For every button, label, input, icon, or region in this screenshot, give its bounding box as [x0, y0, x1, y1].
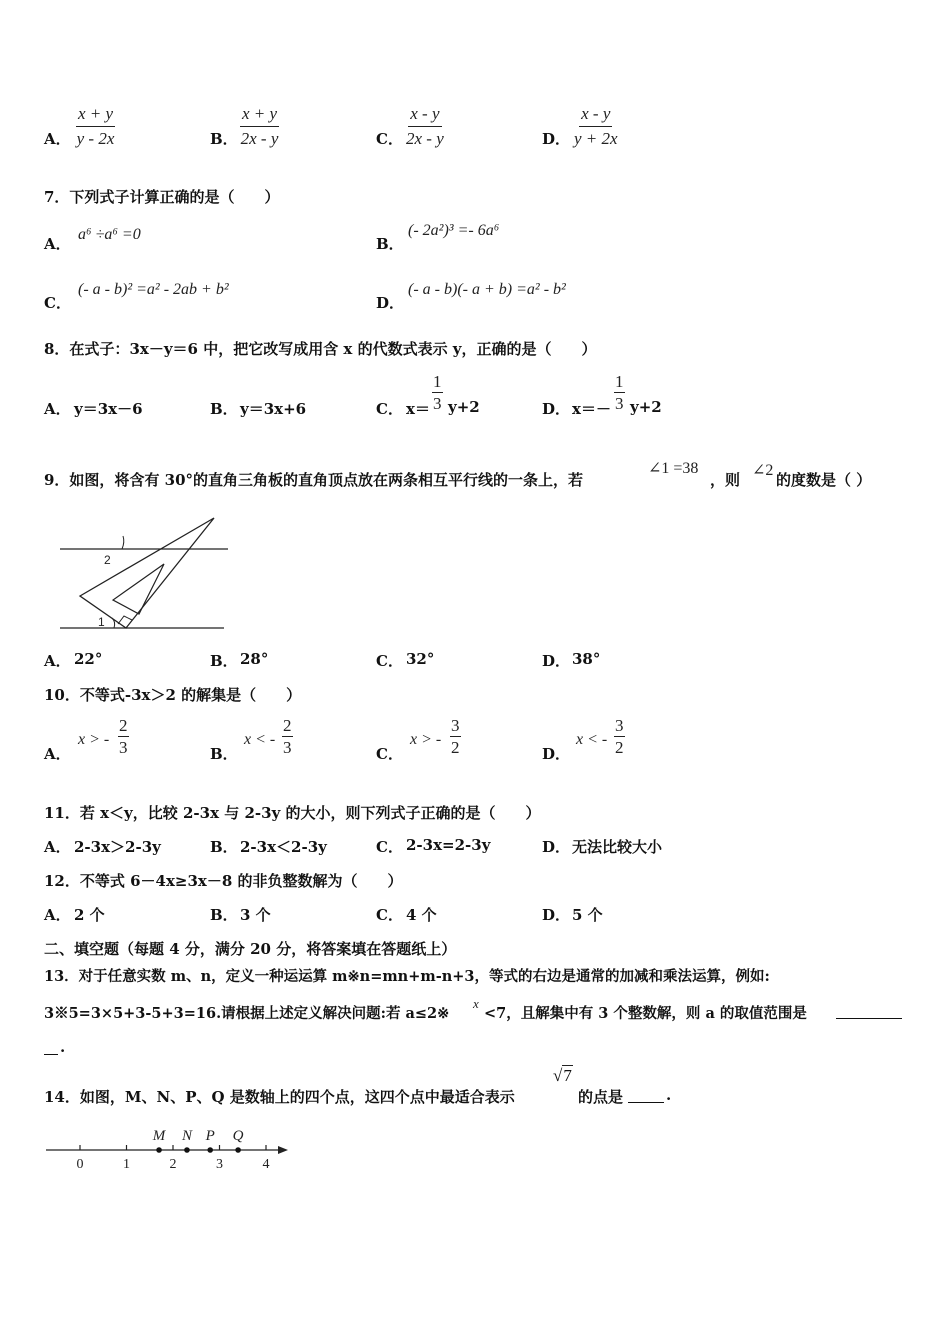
number-line-tick-label: 0 [76, 1157, 84, 1172]
fraction-numerator: x + y [76, 104, 115, 127]
number-line-tick-label: 2 [169, 1157, 177, 1172]
q10-option-c-pre: x > - [410, 731, 442, 748]
q8-option-d-pre: x＝－ [572, 400, 611, 418]
q8-option-c-pre: x＝ [406, 400, 430, 418]
fraction-denominator: 2x - y [240, 129, 279, 148]
q12-option-d-text: 5 个 [572, 906, 603, 924]
q6-option-b-fraction [240, 104, 279, 149]
q7-option-d-label: D． [376, 294, 405, 312]
section-2-heading: 二、填空题（每题 4 分，满分 20 分，将答案填在答题纸上） [44, 940, 457, 958]
q14-sqrt [553, 1066, 573, 1086]
q12-option-a-label: A． [44, 906, 71, 924]
number-line-arrow-icon [278, 1146, 288, 1154]
q11-option-d-text: 无法比较大小 [572, 838, 663, 856]
q10-option-b-pre: x < - [244, 731, 276, 748]
q13-line2-part1: 3※5=3×5+3-5+3=16.请根据上述定义解决问题:若 a≤2※ [44, 1005, 450, 1022]
q7-option-c-expr: (- a - b)² =a² - 2ab + b² [78, 281, 229, 298]
q7-option-b-label: B． [376, 235, 404, 253]
q8-option-d-post: y+2 [630, 398, 662, 416]
q14-end-period: . [666, 1086, 672, 1104]
q11-stem: 11．若 x＜y，比较 2-3x 与 2-3y 的大小，则下列式子正确的是（ ） [44, 804, 541, 822]
q7-option-c-label: C． [44, 294, 71, 312]
q12-option-c-label: C． [376, 906, 403, 924]
fraction-denominator: 2 [615, 738, 624, 757]
q9-figure [56, 512, 236, 636]
q8-option-c-post: y+2 [448, 398, 480, 416]
fraction-denominator: 2 [451, 738, 460, 757]
number-line-point-label: M [152, 1128, 166, 1144]
q14-answer-blank[interactable] [628, 1102, 664, 1103]
q9-stem-part3: 的度数是（ ） [776, 471, 872, 489]
number-line-tick-label: 1 [123, 1157, 130, 1172]
q11-option-c-label: C． [376, 838, 403, 856]
q13-line1: 13．对于任意实数 m、n，定义一种运运算 m※n=mn+m-n+3，等式的右边是通常的加减和乘法运算，例如: [44, 968, 770, 985]
q10-stem: 10．不等式-3x＞2 的解集是（ ） [44, 686, 302, 704]
q10-option-d-label: D． [542, 745, 571, 763]
q12-option-b-label: B． [210, 906, 238, 924]
number-line-point-p [207, 1147, 213, 1153]
q14-stem-part1: 14．如图，M、N、P、Q 是数轴上的四个点，这四个点中最适合表示 [44, 1088, 515, 1106]
q12-option-c-text: 4 个 [406, 906, 437, 924]
figure-label-2: 2 [104, 553, 111, 567]
q6-option-c-fraction [406, 104, 444, 149]
q10-option-c-label: C． [376, 745, 403, 763]
q12-option-a-text: 2 个 [74, 906, 105, 924]
q13-answer-blank[interactable] [836, 1018, 902, 1019]
q13-end-period: . [60, 1038, 66, 1056]
q7-option-b-expr: (- 2a²)³ =- 6a⁶ [408, 222, 500, 239]
q11-option-b-text: 2-3x＜2-3y [240, 838, 327, 856]
q11-option-c-text: 2-3x=2-3y [406, 836, 491, 854]
number-line-point-label: N [181, 1128, 192, 1144]
number-line-point-m [156, 1147, 162, 1153]
fraction-denominator: 3 [119, 738, 128, 757]
fraction-numerator: x - y [408, 104, 441, 127]
fraction-numerator: 2 [119, 716, 128, 735]
q6-option-c-label: C． [376, 130, 403, 148]
q6-option-d-fraction [574, 104, 618, 149]
q10-option-c-fraction [450, 716, 461, 757]
q12-option-b-text: 3 个 [240, 906, 271, 924]
sqrt-radical-icon: √ [553, 1066, 563, 1085]
q9-angle2: ∠2 [752, 462, 774, 479]
fraction-denominator: 3 [615, 394, 624, 413]
fraction-denominator: 3 [433, 394, 442, 413]
q7-option-a-expr: a⁶ ÷a⁶ =0 [78, 226, 141, 243]
q8-option-a-text: y＝3x－6 [74, 400, 143, 418]
q14-number-line [40, 1120, 300, 1180]
q11-option-d-label: D． [542, 838, 571, 856]
q8-option-b-label: B． [210, 400, 238, 418]
q11-option-a-text: 2-3x＞2-3y [74, 838, 161, 856]
q8-option-c-label: C． [376, 400, 403, 418]
q10-option-b-label: B． [210, 745, 238, 763]
fraction-numerator: 3 [615, 716, 624, 735]
fraction-numerator: 1 [433, 372, 442, 391]
number-line-tick-label: 4 [262, 1157, 270, 1172]
q10-option-d-pre: x < - [576, 731, 608, 748]
q10-option-b-fraction [282, 716, 293, 757]
q8-option-d-label: D． [542, 400, 571, 418]
q14-stem-part2: 的点是 [578, 1088, 624, 1106]
fraction-denominator: 2x - y [406, 129, 444, 148]
q13-variable-x: x [473, 996, 479, 1011]
q8-option-a-label: A． [44, 400, 71, 418]
fraction-denominator: y - 2x [76, 129, 115, 148]
fraction-denominator: 3 [283, 738, 292, 757]
q6-option-d-label: D． [542, 130, 571, 148]
q9-option-c-label: C． [376, 652, 403, 670]
q10-option-a-pre: x > - [78, 731, 110, 748]
number-line-point-n [184, 1147, 190, 1153]
q10-option-a-label: A． [44, 745, 71, 763]
q6-option-b-label: B． [210, 130, 238, 148]
q10-option-a-fraction [118, 716, 129, 757]
q12-stem: 12．不等式 6－4x≥3x－8 的非负整数解为（ ） [44, 872, 403, 890]
fraction-denominator: y + 2x [574, 129, 618, 148]
q9-stem-part1: 9．如图，将含有 30°的直角三角板的直角顶点放在两条相互平行线的一条上，若 [44, 471, 584, 489]
triangle-outer [80, 518, 214, 628]
number-line-point-label: Q [232, 1128, 244, 1144]
q9-angle1: ∠1 =38 [648, 460, 699, 477]
q7-stem: 7．下列式子计算正确的是（ ） [44, 188, 280, 206]
q9-option-a-text: 22° [74, 650, 103, 668]
q7-option-a-label: A． [44, 235, 71, 253]
number-line-tick-label: 3 [216, 1157, 223, 1172]
q6-option-a-label: A． [44, 130, 71, 148]
fraction-numerator: x - y [579, 104, 612, 127]
q11-option-a-label: A． [44, 838, 71, 856]
q13-answer-blank-continued[interactable] [44, 1054, 58, 1055]
triangle-inner [113, 564, 164, 614]
figure-label-1: 1 [98, 615, 105, 629]
q9-option-b-text: 28° [240, 650, 269, 668]
fraction-numerator: 1 [615, 372, 624, 391]
q9-option-d-label: D． [542, 652, 571, 670]
fraction-numerator: 3 [451, 716, 460, 735]
q8-option-d-fraction [614, 372, 625, 413]
q13-line2-part2: <7，且解集中有 3 个整数解，则 a 的取值范围是 [484, 1005, 807, 1022]
q12-option-d-label: D． [542, 906, 571, 924]
q9-option-c-text: 32° [406, 650, 435, 668]
fraction-numerator: x + y [240, 104, 279, 127]
q8-stem: 8．在式子：3x－y＝6 中，把它改写成用含 x 的代数式表示 y，正确的是（ ） [44, 340, 597, 358]
number-line-point-label: P [205, 1128, 215, 1144]
sqrt-radicand: 7 [563, 1066, 572, 1085]
angle2-arc [122, 536, 124, 549]
q9-option-d-text: 38° [572, 650, 601, 668]
q7-option-d-expr: (- a - b)(- a + b) =a² - b² [408, 281, 566, 298]
q8-option-c-fraction [432, 372, 443, 413]
fraction-numerator: 2 [283, 716, 292, 735]
q9-stem-part2: ，则 [710, 471, 741, 489]
q10-option-d-fraction [614, 716, 625, 757]
q8-option-b-text: y＝3x+6 [240, 400, 307, 418]
q9-option-b-label: B． [210, 652, 238, 670]
q6-option-a-fraction [76, 104, 115, 149]
q11-option-b-label: B． [210, 838, 238, 856]
number-line-point-q [235, 1147, 241, 1153]
q9-option-a-label: A． [44, 652, 71, 670]
